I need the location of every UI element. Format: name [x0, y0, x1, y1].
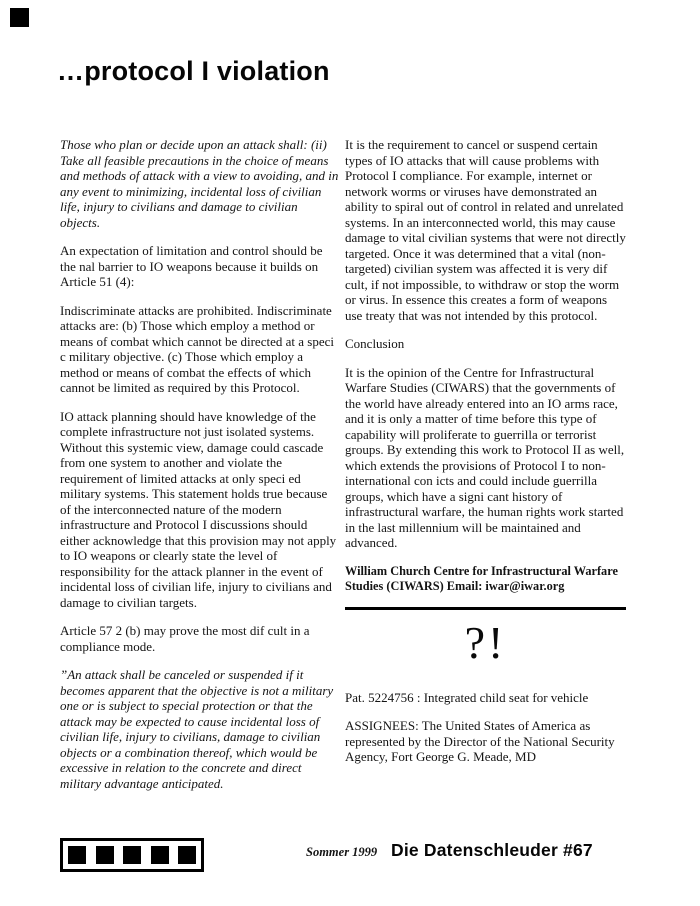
- paragraph-requirement: It is the requirement to cancel or suspend certain types of IO attacks that will cause problems with Protocol I compliance. For example, internet or network worms or viruses have demonstrated an ability to spiral out of control in related and unrelated systems. In an interconnected world, this may cause damage to vital civilian systems that were not directly targeted. Once it was determined that a vital (non-targeted) civilian system was affected it is very dif cult, if not impossible, to withdraw or stop the worm or virus. In essence this creates a form of weapons use treaty that was not intended by this protocol.: [345, 137, 626, 323]
- footer-square: [178, 846, 196, 864]
- footer-square: [96, 846, 114, 864]
- paragraph-expectation: An expectation of limitation and control should be the nal barrier to IO weapons because it builds on Article 51 (4):: [60, 243, 323, 289]
- section-divider: [345, 607, 626, 610]
- quote-article-51: Those who plan or decide upon an attack shall: (ii) Take all feasible precautions in the choice of means and methods of attack with a view to avoiding, and in any event to minimizing, incidental loss of civilian life, injury to civilians and damage to civilian objects.: [60, 137, 339, 230]
- paragraph-io-planning: IO attack planning should have knowledge of the complete infrastructure not just isolated systems. Without this systemic view, damage could cascade from one system to another and violate the requirement of limited attacks at only speci ed military systems. This statement holds true because of the interconnected nature of the modern infrastructure and Protocol I discussions should either acknowledge that this provision may not apply to IO weapons or clearly state the level of responsibility for the attack planner in the event of incidental loss of civilian life, injury to civilians and damage to civilian targets.: [60, 408, 337, 610]
- column-left: [60, 137, 340, 804]
- footer-squares-box: [60, 838, 204, 872]
- footer-square: [68, 846, 86, 864]
- assignees-line: ASSIGNEES: The United States of America as represented by the Director of the National Security Agency, Fort George G. Meade, MD: [345, 718, 615, 764]
- paragraph-ciwars-opinion: It is the opinion of the Centre for Infrastructural Warfare Studies (CIWARS) that the governments of the world have already entered into an IO arms race, and it is only a matter of time before this type of capability will proliferate to guerrilla or terrorist groups. By extending this work to Protocol II as well, which extends the provisions of Protocol I to non-international con icts and could include guerrilla groups, which have a signi cant history of infrastructural warfare, the human rights work started in the last millennium will be maintained and advanced.: [345, 364, 625, 550]
- column-right: [345, 137, 626, 778]
- footer-square: [151, 846, 169, 864]
- interrobang-text: ?!: [464, 616, 507, 668]
- page-title: …protocol I violation: [57, 56, 330, 86]
- byline-ciwars: William Church Centre for Infrastructural Warfare Studies (CIWARS) Email: iwar@iwar.org: [345, 563, 618, 593]
- quote-article-57-2b: ”An attack shall be canceled or suspended if it becomes apparent that the objective is not a military one or is subject to special protection or that the attack may be expected to cause incidental loss of civilian life, injury to civilians, damage to civilian objects or a combination thereof, which would be excessive in relation to the concrete and direct military advantage anticipated.: [60, 667, 334, 791]
- patent-line: Pat. 5224756 : Integrated child seat for vehicle: [345, 689, 589, 705]
- footer-magazine-title: Die Datenschleuder #67: [391, 840, 593, 860]
- footer-season: Sommer 1999: [306, 845, 378, 859]
- corner-square-mark: [10, 8, 29, 27]
- footer-square: [123, 846, 141, 864]
- paragraph-article-57: Article 57 2 (b) may prove the most dif cult in a compliance mode.: [60, 623, 310, 654]
- paragraph-indiscriminate: Indiscriminate attacks are prohibited. Indiscriminate attacks are: (b) Those which employ a method or means of combat which cannot be directed at a speci c military objective. (c) Those which employ a method or means of combat the effects of which cannot be limited as required by this Protocol.: [60, 302, 334, 395]
- conclusion-heading: Conclusion: [345, 336, 405, 351]
